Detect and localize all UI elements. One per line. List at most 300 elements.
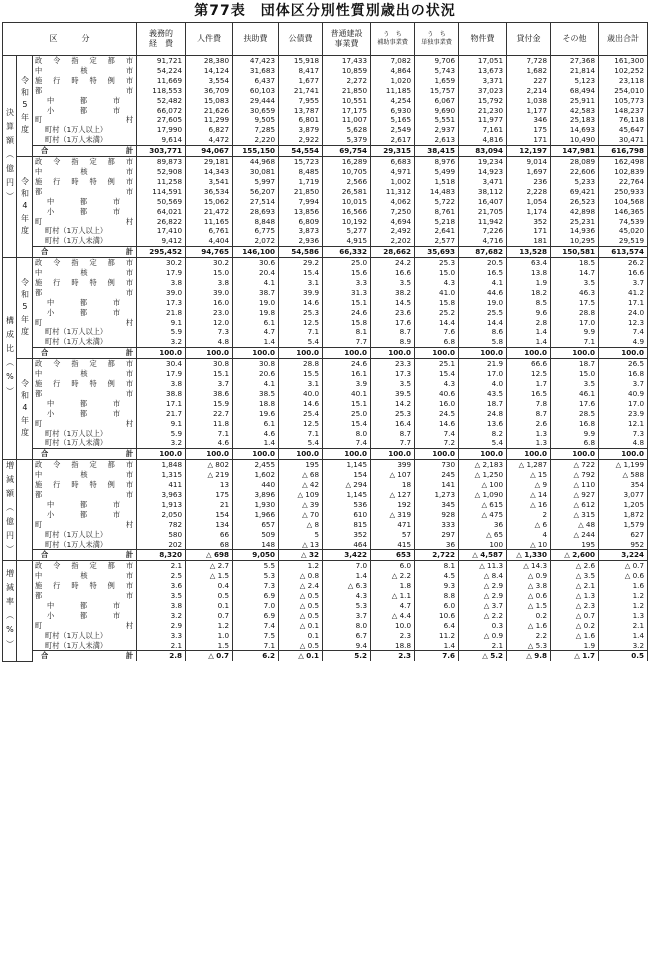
table-cell: 40.6 xyxy=(415,389,459,399)
table-cell: 23.6 xyxy=(371,308,415,318)
table-row xyxy=(3,207,648,217)
year-label: 令和4年度 xyxy=(17,359,33,460)
table-cell: 14.4 xyxy=(459,318,507,328)
table-cell: 100.0 xyxy=(279,348,323,359)
table-cell: 14.6 xyxy=(279,399,323,409)
table-cell: 8,417 xyxy=(279,66,323,76)
header-kubun: 区 分 xyxy=(3,23,137,56)
table-cell: 4,716 xyxy=(459,236,507,246)
table-cell: 26.5 xyxy=(599,359,648,369)
table-row xyxy=(3,379,648,389)
table-row xyxy=(3,460,648,470)
table-cell: 22,764 xyxy=(599,177,648,187)
table-cell: 24.0 xyxy=(599,308,648,318)
table-row xyxy=(3,550,648,561)
table-cell: 1.3 xyxy=(599,611,648,621)
table-cell: 13,787 xyxy=(279,106,323,116)
table-cell: △ 0.1 xyxy=(279,651,323,661)
table-cell: △ 294 xyxy=(323,480,371,490)
table-cell: 16.6 xyxy=(371,268,415,278)
table-cell: 2.1 xyxy=(599,621,648,631)
row-label: 町村（1万人未満） xyxy=(33,540,137,550)
row-label: 中都市 xyxy=(33,298,137,308)
table-cell: 25,231 xyxy=(551,217,599,227)
table-cell: 16,566 xyxy=(323,207,371,217)
table-cell: 36 xyxy=(415,540,459,550)
table-row xyxy=(3,268,648,278)
table-cell: 18.7 xyxy=(459,399,507,409)
table-cell: 9,014 xyxy=(507,157,551,167)
table-cell: 14,693 xyxy=(551,125,599,135)
table-cell: 27,514 xyxy=(233,197,279,207)
table-cell: 4.5 xyxy=(415,571,459,581)
row-label: 町村（1万人以上） xyxy=(33,125,137,135)
table-cell: 4.1 xyxy=(233,379,279,389)
table-cell: △ 0.7 xyxy=(186,651,233,661)
table-cell: 10,295 xyxy=(551,236,599,246)
table-cell: 7.0 xyxy=(323,561,371,571)
row-label: 中核市 xyxy=(33,268,137,278)
table-cell: 6.0 xyxy=(415,601,459,611)
table-cell: 11,312 xyxy=(371,187,415,197)
table-cell: 7.0 xyxy=(233,601,279,611)
table-cell: 5,218 xyxy=(415,217,459,227)
table-cell: 1.3 xyxy=(507,429,551,439)
table-cell: △ 722 xyxy=(551,460,599,470)
table-cell: 23.0 xyxy=(186,308,233,318)
table-row xyxy=(3,490,648,500)
table-row xyxy=(3,399,648,409)
table-cell: 464 xyxy=(323,540,371,550)
table-cell: 4,864 xyxy=(371,66,415,76)
table-row xyxy=(3,226,648,236)
table-row xyxy=(3,561,648,571)
table-cell: 1.4 xyxy=(233,438,279,448)
table-cell: 54,586 xyxy=(279,247,323,258)
table-cell: △ 70 xyxy=(279,510,323,520)
table-cell: 3,541 xyxy=(186,177,233,187)
table-cell: 19,234 xyxy=(459,157,507,167)
table-cell: 15.6 xyxy=(323,268,371,278)
group-label: 増減額（億円） xyxy=(3,460,17,561)
row-label: 町村（1万人未満） xyxy=(33,641,137,651)
table-cell: 3,896 xyxy=(233,490,279,500)
table-cell: 2.6 xyxy=(507,419,551,429)
table-cell: 9.3 xyxy=(415,581,459,591)
table-cell: 0.7 xyxy=(186,611,233,621)
table-row xyxy=(3,157,648,167)
table-cell: 9.1 xyxy=(137,419,186,429)
table-cell: 1.3 xyxy=(507,438,551,448)
table-cell: 4,404 xyxy=(186,236,233,246)
table-cell: 3,224 xyxy=(599,550,648,561)
row-label: 小都市 xyxy=(33,207,137,217)
table-cell: 411 xyxy=(137,480,186,490)
table-cell: 66 xyxy=(186,530,233,540)
table-row xyxy=(3,520,648,530)
table-cell: 4.8 xyxy=(599,438,648,448)
table-cell: 19.6 xyxy=(233,409,279,419)
table-cell: 5,743 xyxy=(415,66,459,76)
table-cell: 25.0 xyxy=(323,409,371,419)
row-label: 小都市 xyxy=(33,611,137,621)
table-cell: △ 5.3 xyxy=(507,641,551,651)
table-cell: 14,124 xyxy=(186,66,233,76)
table-cell: 3.3 xyxy=(137,631,186,641)
table-row xyxy=(3,611,648,621)
table-cell: △ 32 xyxy=(279,550,323,561)
table-cell: 18.8 xyxy=(371,641,415,651)
table-cell: 39.0 xyxy=(137,288,186,298)
table-cell: 6,775 xyxy=(233,226,279,236)
table-cell: 2.8 xyxy=(507,318,551,328)
table-cell: 100.0 xyxy=(371,348,415,359)
table-cell: 25.3 xyxy=(415,258,459,268)
table-cell: 44.6 xyxy=(459,288,507,298)
table-cell: 6,067 xyxy=(415,96,459,106)
table-cell: 66.6 xyxy=(507,359,551,369)
table-cell: 25,183 xyxy=(551,115,599,125)
table-cell: 2,722 xyxy=(415,550,459,561)
table-cell: △ 3.7 xyxy=(459,601,507,611)
table-cell: 29,315 xyxy=(371,146,415,157)
table-cell: 54,224 xyxy=(137,66,186,76)
table-cell: 11,165 xyxy=(186,217,233,227)
table-cell: 30.4 xyxy=(137,359,186,369)
table-row xyxy=(3,197,648,207)
table-cell: 15.5 xyxy=(279,369,323,379)
table-row xyxy=(3,409,648,419)
row-label: 町村（1万人以上） xyxy=(33,327,137,337)
table-cell: 613,574 xyxy=(599,247,648,258)
table-cell: 653 xyxy=(371,550,415,561)
table-cell: 31,683 xyxy=(233,66,279,76)
table-cell: 1,315 xyxy=(137,470,186,480)
table-cell: △ 1,090 xyxy=(459,490,507,500)
row-label: 政令指定都市 xyxy=(33,561,137,571)
table-cell: △ 315 xyxy=(551,510,599,520)
table-cell: 100.0 xyxy=(233,348,279,359)
table-cell: 227 xyxy=(507,76,551,86)
table-cell: 40.0 xyxy=(279,389,323,399)
table-cell: 40.1 xyxy=(323,389,371,399)
table-cell: 7.4 xyxy=(415,429,459,439)
table-cell: △ 2,183 xyxy=(459,460,507,470)
table-cell: 3.8 xyxy=(137,278,186,288)
table-cell: 100.0 xyxy=(551,348,599,359)
table-cell: 25.5 xyxy=(459,308,507,318)
table-cell: 4.1 xyxy=(233,278,279,288)
table-cell: 1,177 xyxy=(507,106,551,116)
table-row xyxy=(3,389,648,399)
table-cell: 46.3 xyxy=(551,288,599,298)
table-cell: 2.5 xyxy=(137,571,186,581)
table-cell: △ 4,587 xyxy=(459,550,507,561)
table-cell: 14,936 xyxy=(551,226,599,236)
table-cell: 181 xyxy=(507,236,551,246)
table-cell: 21.7 xyxy=(137,409,186,419)
table-cell: 30,471 xyxy=(599,135,648,145)
table-cell: 2,922 xyxy=(279,135,323,145)
table-cell: 15,723 xyxy=(279,157,323,167)
table-cell: 21.8 xyxy=(137,308,186,318)
table-cell: 2.3 xyxy=(371,631,415,641)
table-cell: 2.1 xyxy=(137,561,186,571)
table-cell: 236 xyxy=(507,177,551,187)
table-row xyxy=(3,641,648,651)
table-cell: 38,112 xyxy=(459,187,507,197)
table-cell: △ 1.7 xyxy=(551,651,599,661)
table-title: 第77表 団体区分別性質別歳出の状況 xyxy=(194,3,456,19)
table-cell: 782 xyxy=(137,520,186,530)
table-cell: 36 xyxy=(459,520,507,530)
table-cell: 2 xyxy=(507,510,551,520)
table-cell: 13,673 xyxy=(459,66,507,76)
table-cell: 38.6 xyxy=(186,389,233,399)
table-cell: 102,839 xyxy=(599,167,648,177)
table-row xyxy=(3,540,648,550)
table-cell: 11,942 xyxy=(459,217,507,227)
table-cell: 29,519 xyxy=(599,236,648,246)
row-label: 都市 xyxy=(33,591,137,601)
table-cell: 2,228 xyxy=(507,187,551,197)
table-cell: 76,118 xyxy=(599,115,648,125)
table-cell: 26,523 xyxy=(551,197,599,207)
table-cell: 18.7 xyxy=(551,359,599,369)
table-cell: 1.8 xyxy=(371,581,415,591)
row-label: 町村（1万人以上） xyxy=(33,530,137,540)
table-cell: 352 xyxy=(507,217,551,227)
table-cell: 1.0 xyxy=(186,631,233,641)
table-cell: 6.9 xyxy=(233,591,279,601)
table-cell: 3,471 xyxy=(459,177,507,187)
group-label: 決算額（億円） xyxy=(3,56,17,258)
table-cell: 5,277 xyxy=(323,226,371,236)
table-cell: 146,100 xyxy=(233,247,279,258)
table-cell: 14.4 xyxy=(415,318,459,328)
table-cell: 100.0 xyxy=(186,449,233,460)
table-cell: 1,205 xyxy=(599,500,648,510)
table-cell: 27,605 xyxy=(137,115,186,125)
table-cell: 4,254 xyxy=(371,96,415,106)
row-label: 中都市 xyxy=(33,601,137,611)
table-cell: △ 100 xyxy=(459,480,507,490)
table-cell: 14,923 xyxy=(459,167,507,177)
table-cell: 0.5 xyxy=(599,651,648,661)
table-cell: 6,809 xyxy=(279,217,323,227)
table-cell: 26.2 xyxy=(599,258,648,268)
table-cell: 7.3 xyxy=(233,581,279,591)
table-cell: 9.9 xyxy=(551,429,599,439)
row-label: 町村（1万人未満） xyxy=(33,135,137,145)
table-cell: 10.6 xyxy=(415,611,459,621)
table-cell: 6,761 xyxy=(186,226,233,236)
table-cell: △ 13 xyxy=(279,540,323,550)
table-cell: △ 6.3 xyxy=(323,581,371,591)
table-cell: 1.4 xyxy=(507,337,551,347)
table-cell: 1.2 xyxy=(599,601,648,611)
table-cell: 6.1 xyxy=(233,318,279,328)
table-cell: △ 110 xyxy=(551,480,599,490)
table-cell: △ 0.5 xyxy=(279,611,323,621)
table-cell: △ 927 xyxy=(551,490,599,500)
table-cell: 28.8 xyxy=(551,308,599,318)
table-cell: 5.4 xyxy=(459,438,507,448)
table-cell: 52,908 xyxy=(137,167,186,177)
table-cell: 15.8 xyxy=(415,298,459,308)
row-label: 政令指定都市 xyxy=(33,56,137,66)
header-row xyxy=(3,23,648,56)
table-cell: 11.8 xyxy=(186,419,233,429)
table-cell: △ 14.3 xyxy=(507,561,551,571)
table-cell: 10,015 xyxy=(323,197,371,207)
table-cell: 345 xyxy=(415,500,459,510)
table-cell: 1,602 xyxy=(233,470,279,480)
table-cell: 657 xyxy=(233,520,279,530)
table-cell: 64,021 xyxy=(137,207,186,217)
table-cell: 30.8 xyxy=(186,359,233,369)
row-label: 町村（1万人未満） xyxy=(33,236,137,246)
table-cell: △ 2.2 xyxy=(371,571,415,581)
table-cell: 57 xyxy=(371,530,415,540)
table-cell: △ 8.4 xyxy=(459,571,507,581)
table-cell: 16.8 xyxy=(599,369,648,379)
table-row xyxy=(3,601,648,611)
table-cell: 17.3 xyxy=(371,369,415,379)
table-cell: 11,185 xyxy=(371,86,415,96)
table-cell: 399 xyxy=(371,460,415,470)
table-cell: 15.9 xyxy=(186,399,233,409)
table-cell: 12.5 xyxy=(507,369,551,379)
table-cell: 346 xyxy=(507,115,551,125)
table-cell: 15.4 xyxy=(323,419,371,429)
table-cell: 5.9 xyxy=(137,327,186,337)
table-cell: △ 2.3 xyxy=(551,601,599,611)
row-label: 施行時特例市 xyxy=(33,480,137,490)
table-cell: 3.9 xyxy=(323,379,371,389)
table-cell: 9,050 xyxy=(233,550,279,561)
table-cell: 21,230 xyxy=(459,106,507,116)
row-label: 施行時特例市 xyxy=(33,379,137,389)
table-cell: △ 11.3 xyxy=(459,561,507,571)
table-cell: △ 2.9 xyxy=(459,591,507,601)
table-cell: △ 219 xyxy=(186,470,233,480)
table-cell: 87,682 xyxy=(459,247,507,258)
table-cell: 1,930 xyxy=(233,500,279,510)
table-cell: 26,581 xyxy=(323,187,371,197)
row-label: 中都市 xyxy=(33,96,137,106)
row-label: 町村 xyxy=(33,520,137,530)
table-cell: 21.9 xyxy=(459,359,507,369)
table-cell: 14.2 xyxy=(371,399,415,409)
table-cell: 26,822 xyxy=(137,217,186,227)
table-cell: 1.2 xyxy=(599,591,648,601)
table-cell: 25.3 xyxy=(371,409,415,419)
table-cell: 1.9 xyxy=(551,641,599,651)
table-cell: 8.1 xyxy=(415,561,459,571)
table-cell: 19.0 xyxy=(459,298,507,308)
table-cell: △ 42 xyxy=(279,480,323,490)
table-cell: 354 xyxy=(599,480,648,490)
table-cell: △ 1.3 xyxy=(551,591,599,601)
row-label: 小都市 xyxy=(33,106,137,116)
table-cell: 1.4 xyxy=(599,631,648,641)
table-cell: 254,010 xyxy=(599,86,648,96)
table-cell: △ 107 xyxy=(371,470,415,480)
row-label: 町村（1万人未満） xyxy=(33,337,137,347)
table-cell: 15.1 xyxy=(323,399,371,409)
table-cell: 5.3 xyxy=(233,571,279,581)
table-cell: 17.1 xyxy=(137,399,186,409)
table-cell: 9,505 xyxy=(233,115,279,125)
table-cell: △ 475 xyxy=(459,510,507,520)
table-cell: 7.1 xyxy=(279,429,323,439)
table-cell: 5.4 xyxy=(279,438,323,448)
table-cell: 2,220 xyxy=(233,135,279,145)
table-cell: 4.6 xyxy=(186,438,233,448)
table-cell: 69,421 xyxy=(551,187,599,197)
table-cell: 1,579 xyxy=(599,520,648,530)
table-cell: 23.3 xyxy=(371,359,415,369)
table-cell: 66,072 xyxy=(137,106,186,116)
table-cell: 7,250 xyxy=(371,207,415,217)
table-cell: 9,412 xyxy=(137,236,186,246)
table-cell: △ 3.8 xyxy=(507,581,551,591)
table-cell: 74,539 xyxy=(599,217,648,227)
table-cell: 616,798 xyxy=(599,146,648,157)
table-cell: △ 9.8 xyxy=(507,651,551,661)
table-cell: 3,873 xyxy=(279,226,323,236)
table-cell: 1.4 xyxy=(507,327,551,337)
table-cell: 21,850 xyxy=(323,86,371,96)
table-cell: 333 xyxy=(415,520,459,530)
table-cell: 9,706 xyxy=(415,56,459,66)
table-cell: 2,641 xyxy=(415,226,459,236)
table-cell: 12.5 xyxy=(279,419,323,429)
table-cell: △ 0.5 xyxy=(279,641,323,651)
table-row xyxy=(3,217,648,227)
table-cell: 4,971 xyxy=(371,167,415,177)
table-cell: 4.0 xyxy=(459,379,507,389)
table-cell: 100.0 xyxy=(599,348,648,359)
table-cell: 0.1 xyxy=(186,601,233,611)
table-cell: 1.4 xyxy=(415,641,459,651)
table-cell: 2,549 xyxy=(371,125,415,135)
table-cell: 3.8 xyxy=(186,278,233,288)
table-row xyxy=(3,66,648,76)
table-cell: 100.0 xyxy=(323,449,371,460)
table-cell: 30.6 xyxy=(233,258,279,268)
table-cell: 94,067 xyxy=(186,146,233,157)
table-cell: 2,617 xyxy=(371,135,415,145)
table-cell: 9,614 xyxy=(137,135,186,145)
table-cell: 2.1 xyxy=(459,641,507,651)
table-cell: 2,455 xyxy=(233,460,279,470)
table-cell: 68 xyxy=(186,540,233,550)
row-label: 合計 xyxy=(33,247,137,258)
table-cell: 15.1 xyxy=(323,298,371,308)
table-cell: 1,659 xyxy=(415,76,459,86)
table-cell: △ 15 xyxy=(507,470,551,480)
table-cell: 147,981 xyxy=(551,146,599,157)
table-cell: 15.8 xyxy=(323,318,371,328)
table-cell: △ 802 xyxy=(186,460,233,470)
table-cell: 10.0 xyxy=(371,621,415,631)
table-cell: 100.0 xyxy=(233,449,279,460)
row-label: 合計 xyxy=(33,348,137,359)
table-cell: 1,020 xyxy=(371,76,415,86)
table-cell: 195 xyxy=(551,540,599,550)
